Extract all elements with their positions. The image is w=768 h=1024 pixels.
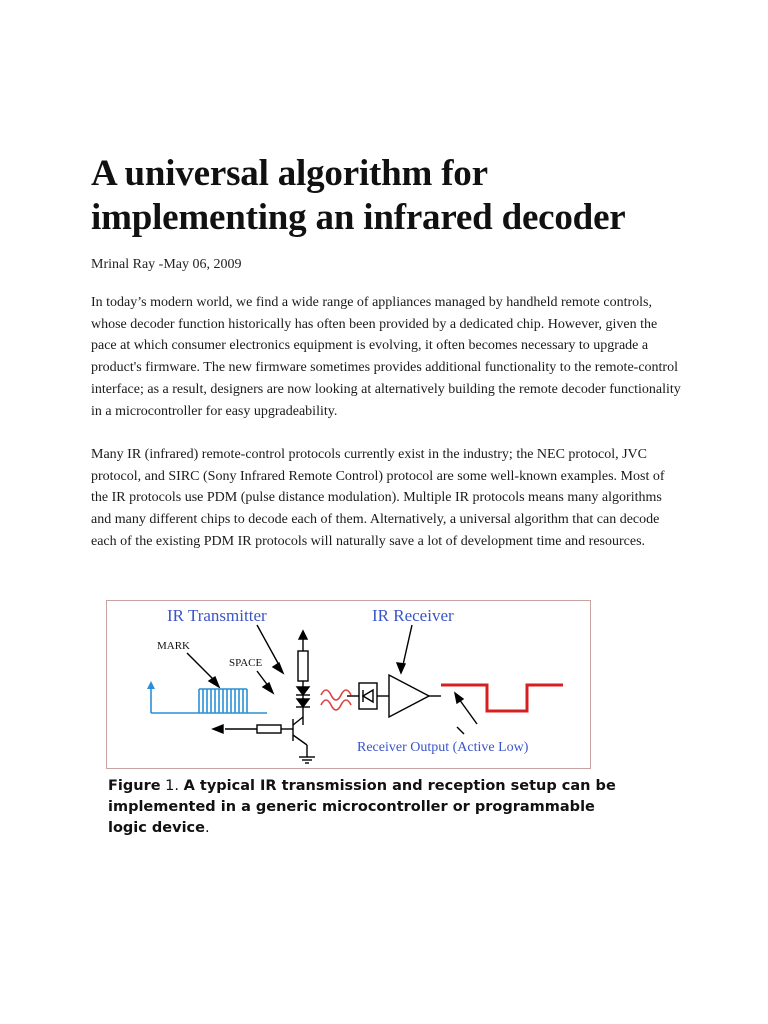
article-title: A universal algorithm for implementing an infrared decoder xyxy=(91,153,626,238)
caption-number: 1. xyxy=(165,778,180,794)
paragraph-1: In today’s modern world, we find a wide range of appliances managed by handheld remote controls, whose decoder function historically has often been provided by a dedicated chip. However, given the pace at which consumer electronics equipment is evolving, it often becomes necessary to upgrade a product's firmware. The new firmware sometimes provides additional functionality to the remote-control interface; as a result, designers are now looking at alternatively building the remote decoder functionality in a microcontroller for easy upgradeability. xyxy=(91,295,681,419)
ir-circuit-diagram xyxy=(107,601,590,768)
byline: Mrinal Ray -May 06, 2009 xyxy=(91,257,242,272)
caption-end: . xyxy=(205,820,210,836)
figure-ir-diagram xyxy=(106,600,591,769)
caption-text: A typical IR transmission and reception setup can be implemented in a generic microcontroller or programmable logic device xyxy=(108,778,616,836)
caption-label: Figure xyxy=(108,778,161,794)
label-ir-receiver: IR Receiver xyxy=(372,606,454,625)
label-space: SPACE xyxy=(229,657,263,669)
receiver-circuit xyxy=(347,675,441,717)
transmitter-circuit xyxy=(213,631,315,763)
label-receiver-output: Receiver Output (Active Low) xyxy=(357,740,529,755)
pointer-arrows xyxy=(187,625,477,734)
label-mark: MARK xyxy=(157,640,191,652)
ir-wave xyxy=(321,690,351,710)
paragraph-2: Many IR (infrared) remote-control protocols currently exist in the industry; the NEC protocol, JVC protocol, and SIRC (Sony Infrared Remote Control) protocol are some well-known examples. Most of the IR protocols use PDM (pulse distance modulation). Multiple IR protocols means many algorithms and many different chips to decode each of them. Alternatively, a universal algorithm that can decode each of the existing PDM IR protocols will naturally save a lot of development time and resources. xyxy=(91,447,665,549)
label-ir-transmitter: IR Transmitter xyxy=(167,606,267,625)
mark-space-waveform xyxy=(147,681,267,713)
figure-caption xyxy=(108,776,628,839)
